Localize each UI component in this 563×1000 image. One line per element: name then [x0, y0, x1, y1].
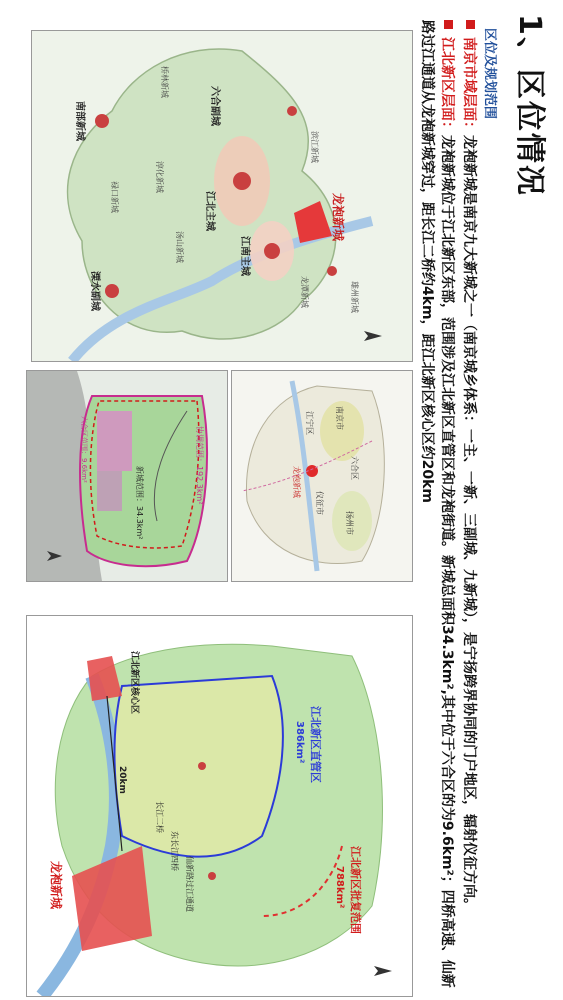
map2-label: 江宁区: [305, 411, 314, 435]
map1-label: 禄口新城: [110, 181, 119, 213]
page-title: 1、区位情况: [512, 14, 547, 197]
map4-label: 江北新区批复范围: [349, 846, 362, 934]
bullet-jiangbei-text: 龙袍新城位于江北新区东部，范围涉及江北新区直管区和龙袍街道。新城总面积34.3km²,其中位于六合区的为9.6km²；四桥高速、仙新路过江通道从龙袍新城穿过，距长江二桥约4km，距江北新区核心区约20km: [419, 20, 455, 988]
map1-label: 桥林新城: [160, 66, 169, 98]
map1-label: 滨江新城: [310, 131, 319, 163]
map1-label: 江南主城: [239, 236, 250, 276]
bullet-square-icon: [466, 20, 475, 29]
map4-label: 东长江四桥: [170, 831, 179, 871]
section-label: 区位及规划范围: [482, 28, 497, 120]
map3-label: 协调范围：192.3km²: [195, 426, 204, 505]
map4-label: 386km²: [294, 721, 305, 764]
north-arrow-icon: [374, 966, 392, 976]
map3-label: 六合区范围：9.6km²: [80, 416, 88, 483]
new-city-range-map-svg: [27, 371, 227, 581]
map2-label: 仪征市: [315, 491, 324, 515]
map4-label: 长江二桥: [155, 801, 164, 833]
bullet-nanjing-text: 龙袍新城是南京九大新城之一（南京城乡体系：一主、一新、三副城、九新城），是宁扬跨界协同的门户地区，辐射仪征方向。: [461, 135, 477, 912]
map2-label: 扬州市: [345, 511, 354, 535]
map1-label: 溧水副城: [89, 271, 100, 311]
north-arrow-icon: [364, 331, 382, 341]
map1-label: 龙袍新城: [331, 193, 345, 242]
bullet-square-icon: [444, 20, 453, 29]
map2-label: 六合区: [350, 456, 359, 480]
jiangbei-new-area-map: [26, 615, 413, 997]
map2-label: 南京市: [335, 406, 344, 430]
map4-label: 江北新区直管区: [309, 706, 322, 783]
new-city-range-map: [26, 370, 228, 582]
map4-label: 788km²: [334, 866, 345, 909]
map1-label: 龙潭新城: [300, 276, 309, 308]
map4-label: 龙袍新城: [49, 861, 63, 910]
nanjing-region-map: [31, 30, 413, 362]
regional-context-map-svg: [232, 371, 412, 581]
map1-label: 六合副城: [209, 86, 220, 126]
map3-label: 新城范围：34.3km²: [135, 466, 144, 540]
bullet-nanjing: [459, 20, 479, 988]
bullet-jiangbei-lead: 江北新区层面：: [439, 37, 455, 135]
map4-label: 20km: [117, 766, 127, 794]
map1-label: 雄州新城: [350, 281, 359, 313]
bullet-jiangbei: [417, 20, 457, 988]
map1-label: 江北主城: [204, 191, 215, 231]
map2-label: 龙袍新城: [292, 466, 301, 498]
map1-label: 汤山新城: [175, 231, 184, 263]
regional-context-map: [231, 370, 413, 582]
map4-label: 仙新路过江通道: [185, 856, 194, 912]
nanjing-region-map-svg: [32, 31, 412, 361]
map1-label: 南部新城: [74, 101, 85, 141]
bullet-nanjing-lead: 南京市域层面：: [461, 37, 477, 135]
map1-label: 淳化新城: [155, 161, 164, 193]
jiangbei-new-area-map-svg: [27, 616, 412, 996]
map4-label: 江北新区核心区: [129, 651, 139, 715]
